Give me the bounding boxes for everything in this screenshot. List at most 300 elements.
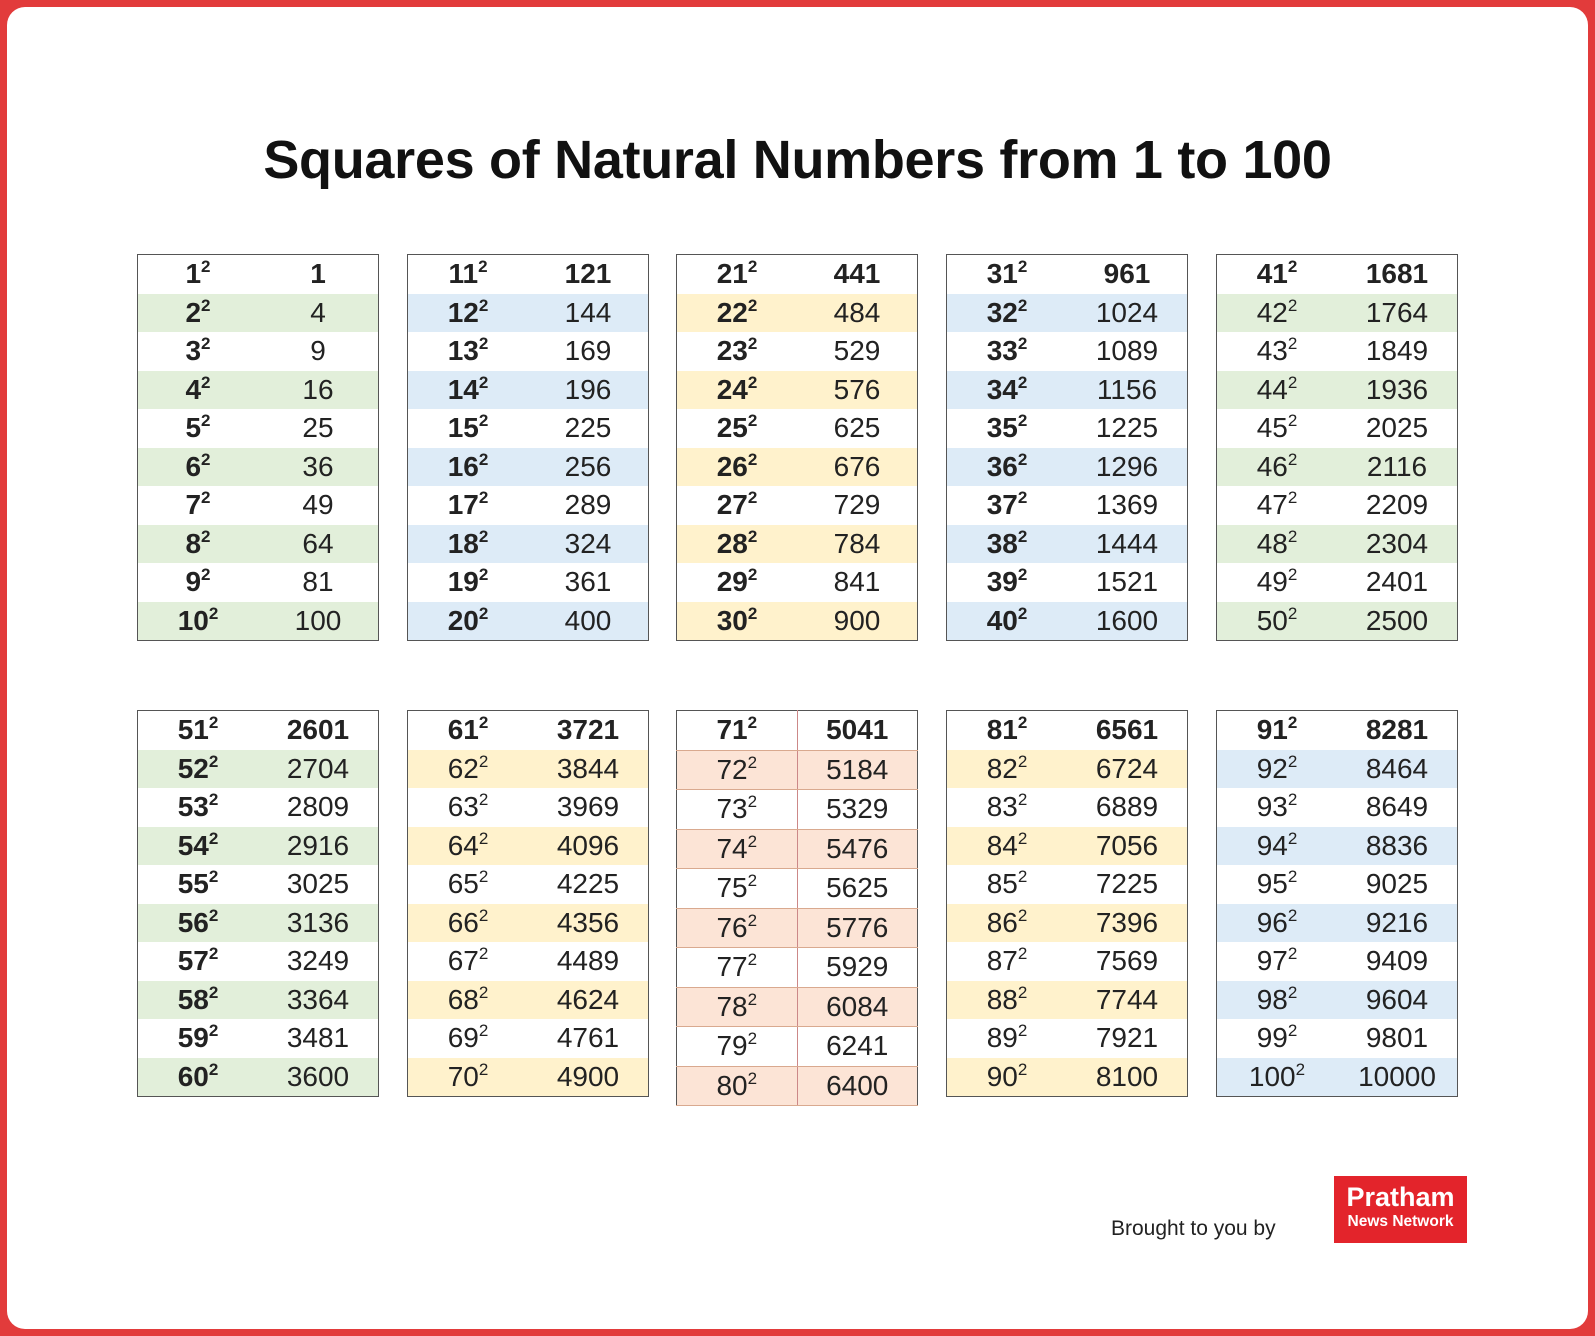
table-row [408,448,649,487]
exponent: 2 [1017,1021,1028,1041]
table-row [677,750,918,790]
base-number: 16 [447,450,479,482]
base-number: 11 [448,258,479,290]
table-row [677,486,918,525]
number-cell [1217,827,1338,866]
table-row [947,602,1188,641]
table-row [408,371,649,410]
base-number: 94 [1256,829,1288,861]
table-row [138,942,379,981]
table-row [677,987,918,1027]
square-value: 1024 [1095,296,1159,328]
base-number: 64 [447,829,479,861]
table-row [677,332,918,371]
base-number: 45 [1256,412,1288,444]
number-cell [947,711,1068,750]
base-number: 72 [716,753,748,785]
base-number: 7 [185,489,202,521]
exponent: 2 [1287,828,1298,848]
table-row [138,904,379,943]
exponent: 2 [1017,828,1028,848]
table-row [677,869,918,909]
exponent: 2 [1287,372,1298,392]
table-row [947,788,1188,827]
base-number: 27 [716,489,748,521]
base-number: 5 [185,412,202,444]
exponent: 2 [1017,411,1028,431]
table-row [947,486,1188,525]
base-number: 31 [986,258,1018,290]
exponent: 2 [747,488,758,508]
table-row [408,409,649,448]
exponent: 2 [208,1021,219,1041]
number-cell [408,904,529,943]
number-cell [947,371,1068,410]
square-value: 8836 [1365,829,1429,861]
number-cell [138,1058,259,1097]
number-cell [138,332,259,371]
square-value: 5184 [797,750,918,790]
exponent: 2 [1287,867,1298,887]
square-value: 7056 [1095,829,1159,861]
base-number: 44 [1256,373,1288,405]
exponent: 2 [208,790,219,810]
table-row [408,711,649,750]
square-value: 8281 [1365,714,1429,746]
exponent: 2 [1287,790,1298,810]
base-number: 63 [447,791,479,823]
square-value: 625 [833,412,881,444]
number-cell [408,942,529,981]
exponent: 2 [747,411,758,431]
number-cell [947,294,1068,333]
table-row [138,255,379,294]
table-row [1217,788,1458,827]
table-row [138,865,379,904]
square-value: 36 [302,450,334,482]
number-cell [138,486,259,525]
table-row [1217,525,1458,564]
square-value: 4900 [556,1060,620,1092]
base-number: 95 [1256,868,1288,900]
base-number: 32 [986,296,1018,328]
squares-table [676,254,918,641]
number-cell [1217,981,1338,1020]
base-number: 39 [986,566,1018,598]
exponent: 2 [747,257,758,277]
table-row [947,294,1188,333]
exponent: 2 [201,334,211,354]
square-value: 729 [833,489,881,521]
squares-table [946,254,1188,641]
squares-table [946,710,1188,1097]
credit-text: Brought to you by [1111,1217,1276,1240]
number-cell [408,750,529,789]
table-row [138,711,379,750]
table-row [138,602,379,641]
number-cell [947,981,1068,1020]
number-cell [947,486,1068,525]
table-row [408,981,649,1020]
table-row [138,294,379,333]
base-number: 60 [177,1060,209,1092]
base-number: 57 [177,945,209,977]
square-value: 4225 [556,868,620,900]
exponent: 2 [1287,751,1298,771]
exponent: 2 [478,449,489,469]
exponent: 2 [1287,526,1298,546]
number-cell [677,371,798,410]
square-value: 196 [564,373,612,405]
number-cell [138,602,259,641]
base-number: 75 [716,872,748,904]
base-number: 40 [986,604,1018,636]
number-cell [408,865,529,904]
base-number: 15 [447,412,479,444]
base-number: 89 [986,1022,1018,1054]
exponent: 2 [747,1029,758,1049]
table-row [1217,865,1458,904]
square-value: 2809 [286,791,350,823]
table-row [408,788,649,827]
table-row [138,563,379,602]
base-number: 54 [177,829,209,861]
base-number: 8 [185,527,202,559]
number-cell [677,908,798,948]
number-cell [677,409,798,448]
exponent: 2 [201,372,211,392]
square-value: 441 [833,258,881,290]
exponent: 2 [478,411,489,431]
number-cell [677,1027,798,1067]
exponent: 2 [208,1059,219,1079]
table-row [947,255,1188,294]
number-cell [408,602,529,641]
square-value: 2209 [1365,489,1429,521]
table-row [947,827,1188,866]
base-number: 2 [185,296,202,328]
number-cell [947,827,1068,866]
base-number: 47 [1256,489,1288,521]
table-row [1217,750,1458,789]
exponent: 2 [201,295,211,315]
square-value: 2916 [286,829,350,861]
number-cell [947,525,1068,564]
exponent: 2 [478,603,489,623]
table-row [677,1066,918,1106]
square-value: 6889 [1095,791,1159,823]
table-row [947,711,1188,750]
exponent: 2 [1017,257,1028,277]
table-row [408,332,649,371]
square-value: 3364 [286,983,350,1015]
base-number: 49 [1256,566,1288,598]
number-cell [138,942,259,981]
base-number: 10 [177,604,209,636]
exponent: 2 [201,411,211,431]
number-cell [677,790,798,830]
base-number: 86 [986,906,1018,938]
square-value: 225 [564,412,612,444]
table-row [138,409,379,448]
exponent: 2 [1017,449,1028,469]
square-value: 7225 [1095,868,1159,900]
table-row [1217,332,1458,371]
exponent: 2 [747,989,758,1009]
exponent: 2 [201,526,211,546]
square-value: 484 [833,296,881,328]
exponent: 2 [208,751,219,771]
number-cell [677,602,798,641]
square-value: 2401 [1365,566,1429,598]
number-cell [677,750,798,790]
table-row [947,371,1188,410]
table-row [408,294,649,333]
square-value: 1936 [1365,373,1429,405]
base-number: 61 [447,714,479,746]
base-number: 29 [716,566,748,598]
square-value: 529 [833,335,881,367]
exponent: 2 [478,1021,489,1041]
table-row [677,829,918,869]
squares-table [137,710,379,1097]
square-value: 144 [564,296,612,328]
square-value: 10000 [1358,1060,1436,1092]
exponent: 2 [1287,488,1298,508]
square-value: 1681 [1365,258,1429,290]
square-value: 9025 [1365,868,1429,900]
number-cell [947,409,1068,448]
number-cell [138,788,259,827]
exponent: 2 [747,334,758,354]
number-cell [947,788,1068,827]
base-number: 28 [716,527,748,559]
table-row [947,981,1188,1020]
exponent: 2 [208,867,219,887]
number-cell [1217,525,1338,564]
table-row [1217,371,1458,410]
base-number: 52 [177,752,209,784]
table-row [947,904,1188,943]
exponent: 2 [747,871,758,891]
table-row [138,525,379,564]
exponent: 2 [478,828,489,848]
base-number: 71 [716,714,748,746]
exponent: 2 [478,526,489,546]
square-value: 1156 [1096,373,1158,405]
number-cell [947,942,1068,981]
table-row [1217,255,1458,294]
table-row [677,790,918,830]
base-number: 58 [177,983,209,1015]
exponent: 2 [747,372,758,392]
number-cell [138,1019,259,1058]
squares-tables [7,7,1588,1329]
table-row [947,865,1188,904]
base-number: 55 [177,868,209,900]
square-value: 6561 [1095,714,1159,746]
square-value: 6241 [797,1027,918,1067]
exponent: 2 [478,905,489,925]
exponent: 2 [478,334,489,354]
number-cell [408,1019,529,1058]
base-number: 53 [177,791,209,823]
table-row [138,827,379,866]
exponent: 2 [747,449,758,469]
square-value: 64 [302,527,334,559]
table-row [677,563,918,602]
exponent: 2 [747,565,758,585]
square-value: 7921 [1095,1022,1159,1054]
number-cell [1217,904,1338,943]
base-number: 73 [716,793,748,825]
square-value: 5329 [797,790,918,830]
table-row [1217,563,1458,602]
base-number: 41 [1256,258,1288,290]
base-number: 97 [1256,945,1288,977]
number-cell [947,750,1068,789]
square-value: 8464 [1365,752,1429,784]
square-value: 1600 [1095,604,1159,636]
number-cell [408,525,529,564]
table-row [677,255,918,294]
square-value: 3844 [556,752,620,784]
square-value: 7744 [1095,983,1159,1015]
number-cell [408,409,529,448]
exponent: 2 [747,792,758,812]
exponent: 2 [208,713,219,733]
table-row [138,1019,379,1058]
exponent: 2 [747,295,758,315]
base-number: 35 [986,412,1018,444]
exponent: 2 [478,257,488,277]
number-cell [677,294,798,333]
number-cell [408,827,529,866]
base-number: 91 [1256,714,1288,746]
number-cell [138,371,259,410]
exponent: 2 [747,950,758,970]
exponent: 2 [478,295,489,315]
number-cell [1217,1019,1338,1058]
square-value: 256 [564,450,612,482]
square-value: 1444 [1095,527,1159,559]
square-value: 900 [833,604,881,636]
number-cell [138,981,259,1020]
square-value: 2116 [1366,450,1428,482]
square-value: 1849 [1365,335,1429,367]
square-value: 3136 [286,906,350,938]
number-cell [138,904,259,943]
square-value: 169 [564,335,612,367]
table-row [138,486,379,525]
base-number: 93 [1256,791,1288,823]
number-cell [408,448,529,487]
exponent: 2 [478,790,489,810]
base-number: 18 [447,527,479,559]
exponent: 2 [1287,449,1298,469]
table-row [138,1058,379,1097]
base-number: 81 [986,714,1018,746]
exponent: 2 [478,867,489,887]
table-row [947,525,1188,564]
number-cell [677,486,798,525]
table-row [947,1058,1188,1097]
base-number: 21 [716,258,748,290]
exponent: 2 [208,603,219,623]
exponent: 2 [478,372,489,392]
base-number: 62 [447,752,479,784]
base-number: 100 [1248,1060,1296,1092]
base-number: 96 [1256,906,1288,938]
base-number: 23 [716,335,748,367]
square-value: 9801 [1365,1022,1429,1054]
square-value: 1089 [1095,335,1159,367]
square-value: 16 [302,373,334,405]
exponent: 2 [1287,905,1298,925]
table-row [408,1019,649,1058]
base-number: 83 [986,791,1018,823]
table-row [408,865,649,904]
base-number: 20 [447,604,479,636]
number-cell [1217,788,1338,827]
square-value: 3025 [286,868,350,900]
exponent: 2 [747,752,758,772]
square-value: 1296 [1095,450,1159,482]
square-value: 1764 [1365,296,1429,328]
table-row [947,1019,1188,1058]
number-cell [138,294,259,333]
squares-table [1216,710,1458,1097]
exponent: 2 [1017,790,1028,810]
table-row [1217,294,1458,333]
exponent: 2 [208,982,219,1002]
table-row [947,409,1188,448]
square-value: 361 [564,566,612,598]
base-number: 84 [986,829,1018,861]
square-value: 81 [302,566,334,598]
square-value: 4356 [556,906,620,938]
base-number: 3 [185,335,202,367]
exponent: 2 [478,751,489,771]
exponent: 2 [478,488,489,508]
number-cell [408,563,529,602]
exponent: 2 [747,1068,758,1088]
base-number: 82 [986,752,1018,784]
exponent: 2 [1287,1021,1298,1041]
number-cell [408,332,529,371]
exponent: 2 [1287,982,1298,1002]
exponent: 2 [201,449,211,469]
number-cell [138,865,259,904]
number-cell [138,525,259,564]
number-cell [947,255,1068,294]
square-value: 7396 [1095,906,1159,938]
exponent: 2 [1017,372,1028,392]
number-cell [677,332,798,371]
base-number: 77 [716,951,748,983]
number-cell [1217,563,1338,602]
base-number: 85 [986,868,1018,900]
table-row [1217,904,1458,943]
number-cell [408,255,529,294]
base-number: 99 [1256,1022,1288,1054]
base-number: 38 [986,527,1018,559]
base-number: 92 [1256,752,1288,784]
square-value: 7569 [1095,945,1159,977]
table-row [947,332,1188,371]
table-row [677,448,918,487]
table-row [1217,448,1458,487]
